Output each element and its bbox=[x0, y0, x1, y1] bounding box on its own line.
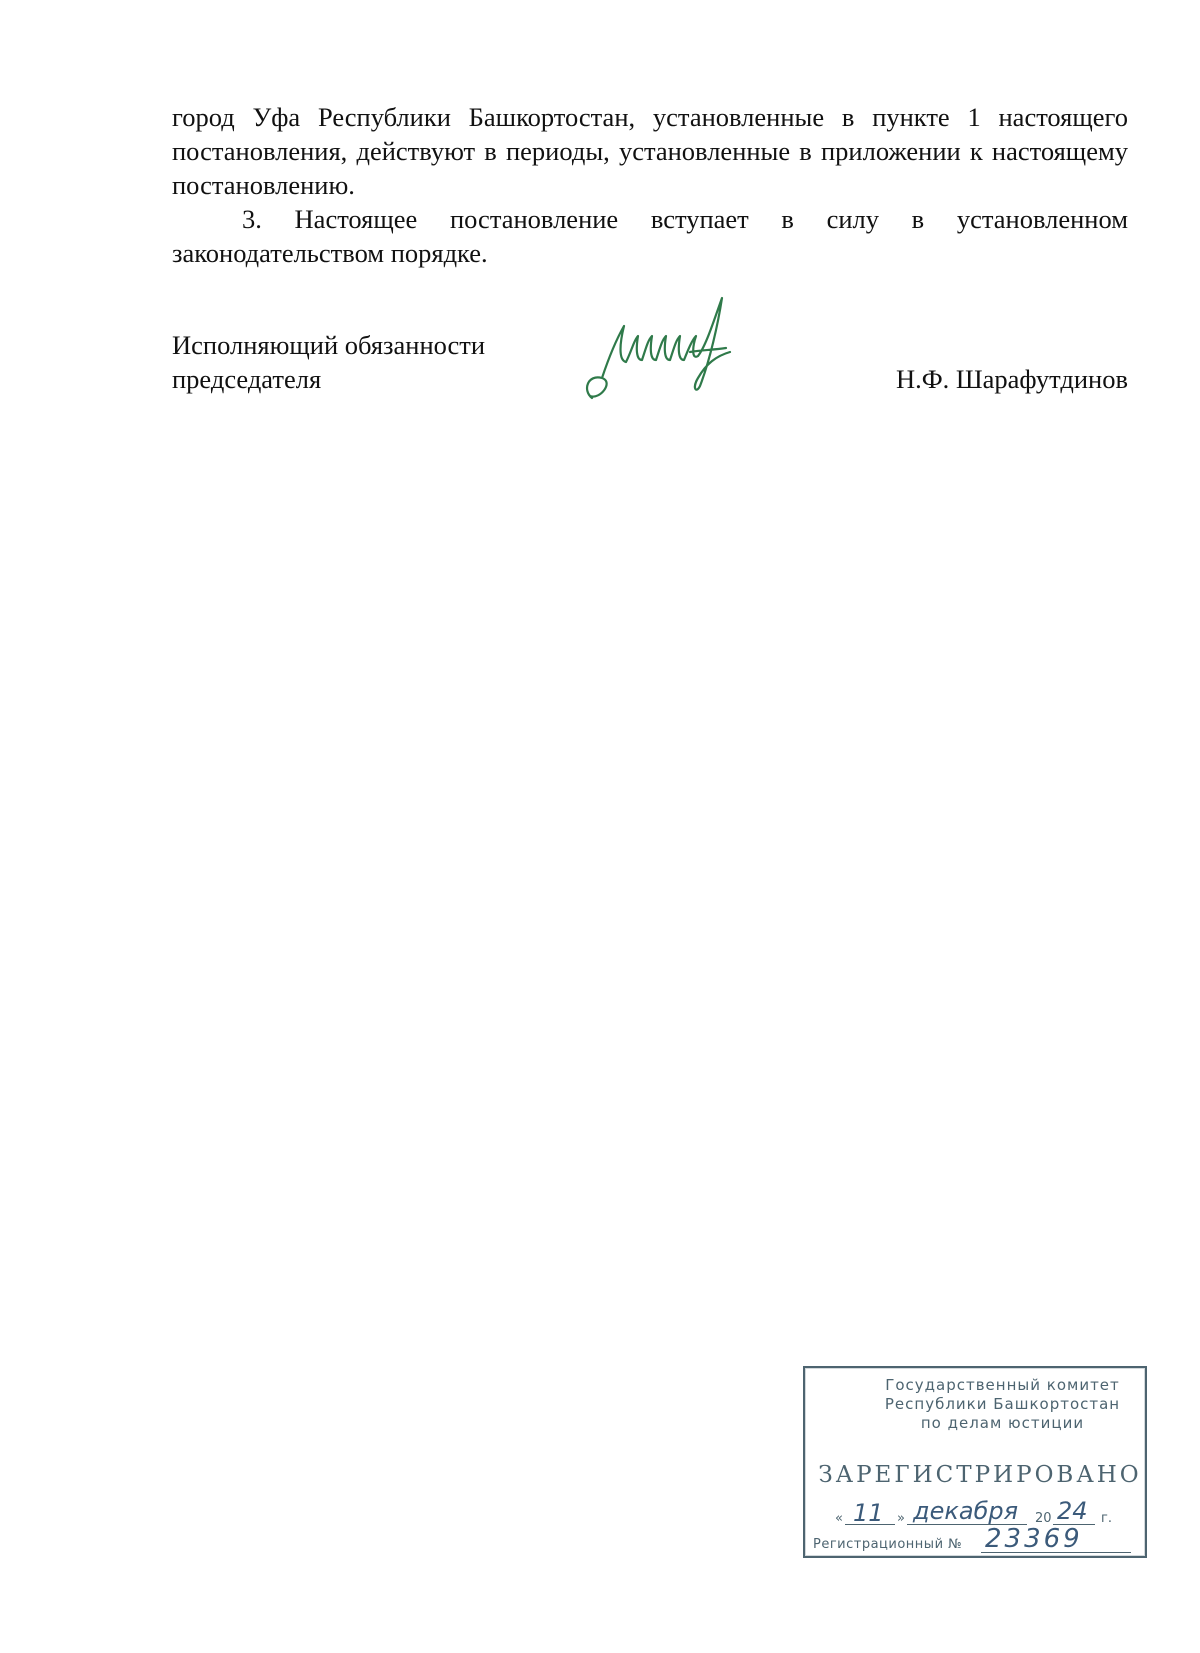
date-year-prefix: 20 bbox=[1035, 1511, 1052, 1526]
position-line-2: председателя bbox=[172, 364, 322, 394]
date-year-suffix: 24 bbox=[1057, 1497, 1088, 1525]
date-close-quote: » bbox=[897, 1511, 905, 1526]
reg-number-label: Регистрационный № bbox=[813, 1537, 963, 1552]
stamp-org-line-2: Республики Башкортостан bbox=[884, 1395, 1121, 1413]
signatory-position bbox=[172, 328, 485, 396]
paragraph-continuation: город Уфа Республики Башкортостан, установленные в пункте 1 настоящего постановления, действуют в периоды, установленные в приложении к настоящему постановлению. bbox=[172, 102, 1128, 200]
body-text bbox=[172, 100, 1128, 270]
date-open-quote: « bbox=[835, 1511, 843, 1526]
position-line-1: Исполняющий обязанности bbox=[172, 330, 486, 360]
date-month: декабря bbox=[913, 1497, 1019, 1525]
date-year-unit: г. bbox=[1101, 1511, 1112, 1526]
reg-number: 23369 bbox=[985, 1524, 1083, 1554]
signer-name: Н.Ф. Шарафутдинов bbox=[895, 364, 1128, 394]
stamp-org-line-1: Государственный комитет bbox=[885, 1376, 1120, 1394]
stamp-org-line-3: по делам юстиции bbox=[920, 1414, 1085, 1432]
paragraph-item-3: 3. Настоящее постановление вступает в силу в установленном законодательством порядке. bbox=[172, 204, 1128, 268]
stamp-organization bbox=[860, 1376, 1145, 1433]
handwritten-signature bbox=[580, 290, 750, 420]
date-day: 11 bbox=[853, 1499, 884, 1527]
registration-stamp bbox=[803, 1366, 1147, 1558]
stamp-registered-label: ЗАРЕГИСТРИРОВАНО bbox=[818, 1462, 1142, 1488]
stamp-registration-number bbox=[813, 1524, 1135, 1554]
